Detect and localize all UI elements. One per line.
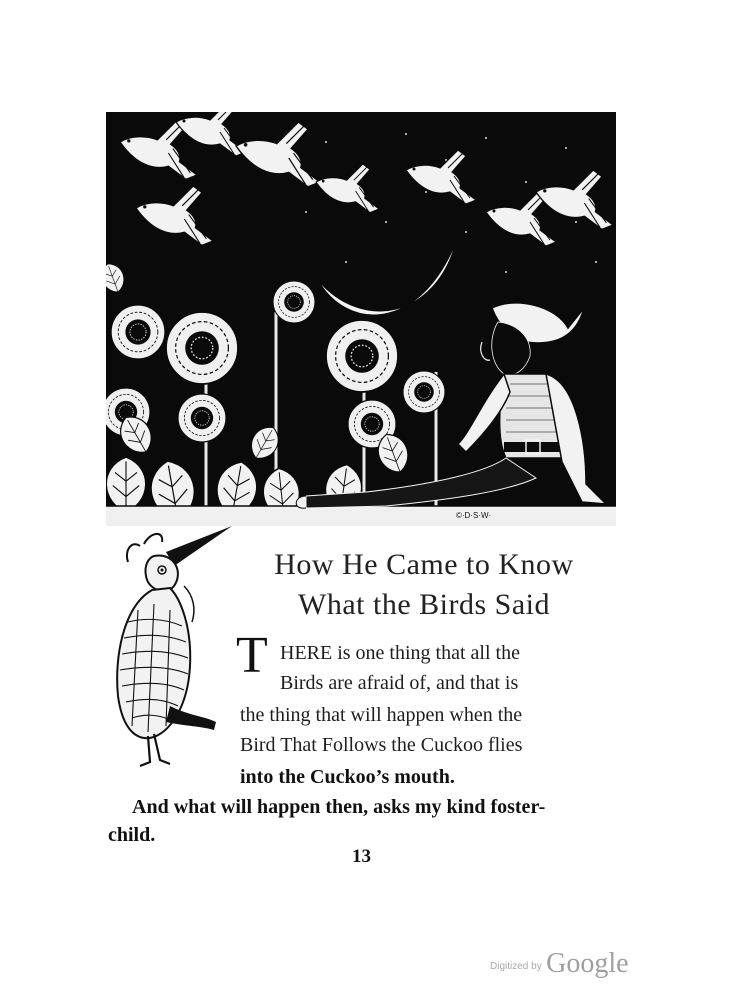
watermark-prefix: Digitized by xyxy=(490,961,542,972)
body-line-3: the thing that will happen when the xyxy=(240,704,523,726)
body-line-4: Bird That Follows the Cuckoo flies xyxy=(240,734,523,756)
flying-bird-icon xyxy=(120,112,613,246)
long-beaked-bird-icon xyxy=(104,526,234,772)
body-line-2: Birds are afraid of, and that is xyxy=(280,672,519,694)
page-number: 13 xyxy=(352,846,371,867)
chapter-illustration xyxy=(106,112,616,526)
chapter-title-line-1: How He Came to Know xyxy=(274,548,574,581)
body-line-1: HERE is one thing that all the xyxy=(280,642,520,664)
chapter-title-line-2: What the Birds Said xyxy=(298,588,550,621)
crescent-moon-icon xyxy=(318,242,456,315)
watermark-brand: Google xyxy=(546,948,629,979)
body-line-5: into the Cuckoo’s mouth. xyxy=(240,766,455,788)
digitized-watermark xyxy=(490,948,629,980)
artist-monogram: ©·D·S·W· xyxy=(456,511,492,520)
body-line-7: child. xyxy=(108,824,156,846)
body-line-6: And what will happen then, asks my kind foster- xyxy=(132,796,546,818)
sunflower-icon xyxy=(106,260,445,526)
drop-cap: T xyxy=(236,627,268,684)
